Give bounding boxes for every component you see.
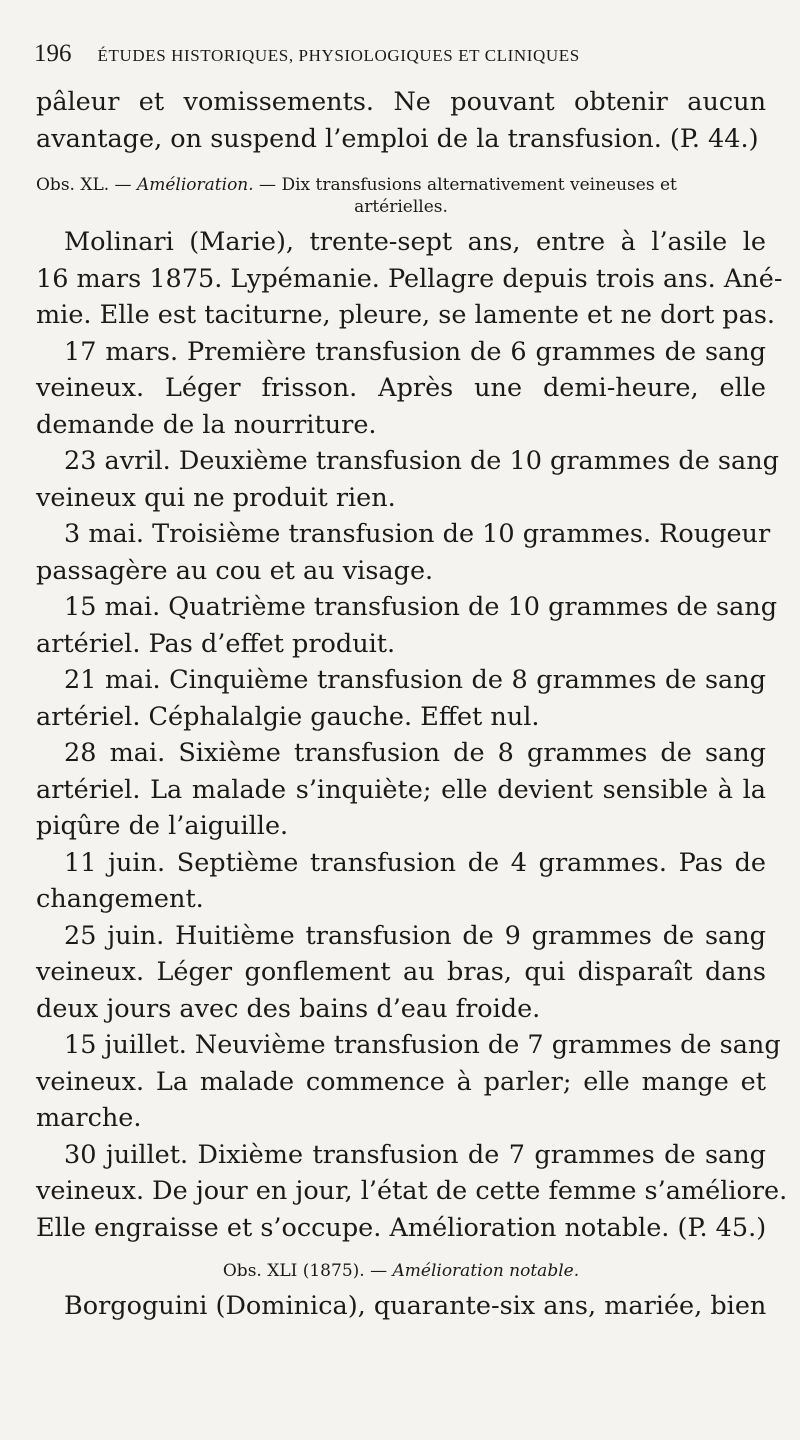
text-line: veineux. Léger gonflement au bras, qui disparaît dans: [36, 957, 766, 987]
paragraph: [36, 443, 779, 516]
page-number: 196: [34, 40, 72, 67]
observation-label: Obs. XL. —: [36, 175, 137, 195]
text-line: 21 mai. Cinquième transfusion de 8 grammes de sang: [64, 665, 766, 695]
observation-summary: — Dix transfusions alternativement veineuses et: [253, 175, 677, 195]
observation-heading-continued: artérielles.: [354, 197, 448, 217]
observation-title: Amélioration.: [136, 175, 254, 195]
text-line: 16 mars 1875. Lypémanie. Pellagre depuis trois ans. Ané-: [36, 263, 783, 294]
text-line: artériel. Céphalalgie gauche. Effet nul.: [36, 701, 540, 732]
text-line: passagère au cou et au visage.: [36, 555, 434, 586]
text-line: 17 mars. Première transfusion de 6 grammes de sang: [64, 336, 766, 367]
text-line: 28 mai. Sixième transfusion de 8 grammes de sang: [64, 738, 766, 768]
text-line: veineux. La malade commence à parler; elle mange et: [36, 1066, 766, 1097]
paragraph: [36, 918, 766, 1028]
paragraph: [36, 662, 766, 735]
observation-text: [36, 224, 788, 1246]
text-line: 11 juin. Septième transfusion de 4 grammes. Pas de: [64, 847, 766, 878]
text-line: 23 avril. Deuxième transfusion de 10 grammes de sang: [64, 446, 779, 476]
text-line: mie. Elle est taciturne, pleure, se lamente et ne dort pas.: [36, 300, 776, 330]
text-line: veineux. Léger frisson. Après une demi-heure, elle: [36, 373, 766, 403]
text-line: changement.: [36, 884, 204, 914]
paragraph: [36, 224, 783, 334]
observation-heading: [36, 1260, 766, 1282]
page-body: [36, 84, 788, 1325]
paragraph: [36, 845, 766, 918]
paragraph: [36, 1027, 781, 1137]
running-title: ÉTUDES HISTORIQUES, PHYSIOLOGIQUES ET CLINIQUES: [97, 46, 580, 65]
page-header: [34, 40, 774, 68]
observation-label: Obs. XLI (1875). —: [222, 1261, 393, 1281]
text-line: pâleur et vomissements. Ne pouvant obtenir aucun: [36, 87, 766, 117]
paragraph: [36, 334, 766, 444]
text-line: 25 juin. Huitième transfusion de 9 grammes de sang: [64, 920, 766, 951]
text-line: piqûre de l’aiguille.: [36, 811, 289, 841]
text-line: Elle engraisse et s’occupe. Amélioration notable. (P. 45.): [36, 1212, 767, 1243]
text-line: veineux qui ne produit rien.: [36, 482, 396, 513]
paragraph: [36, 589, 778, 662]
text-line: Borgoguini (Dominica), quarante-six ans, mariée, bien: [64, 1291, 767, 1321]
observation-heading: [36, 174, 766, 196]
text-line: 30 juillet. Dixième transfusion de 7 grammes de sang: [64, 1139, 766, 1170]
text-line: artériel. Pas d’effet produit.: [36, 628, 396, 659]
paragraph: [36, 735, 766, 845]
text-line: marche.: [36, 1103, 142, 1133]
text-line: 15 juillet. Neuvième transfusion de 7 grammes de sang: [64, 1030, 781, 1060]
paragraph: [36, 516, 771, 589]
text-line: avantage, on suspend l’emploi de la transfusion. (P. 44.): [36, 123, 759, 154]
text-line: deux jours avec des bains d’eau froide.: [36, 993, 541, 1024]
paragraph: [36, 1137, 788, 1247]
text-line: demande de la nourriture.: [36, 409, 377, 440]
text-line: 15 mai. Quatrième transfusion de 10 grammes de sang: [64, 592, 778, 622]
text-line: veineux. De jour en jour, l’état de cette femme s’améliore.: [36, 1176, 788, 1206]
observation-title: Amélioration notable.: [392, 1261, 580, 1281]
text-line: Molinari (Marie), trente-sept ans, entre à l’asile le: [64, 227, 766, 257]
text-line: artériel. La malade s’inquiète; elle devient sensible à la: [36, 774, 766, 805]
text-line: 3 mai. Troisième transfusion de 10 grammes. Rougeur: [64, 519, 771, 549]
